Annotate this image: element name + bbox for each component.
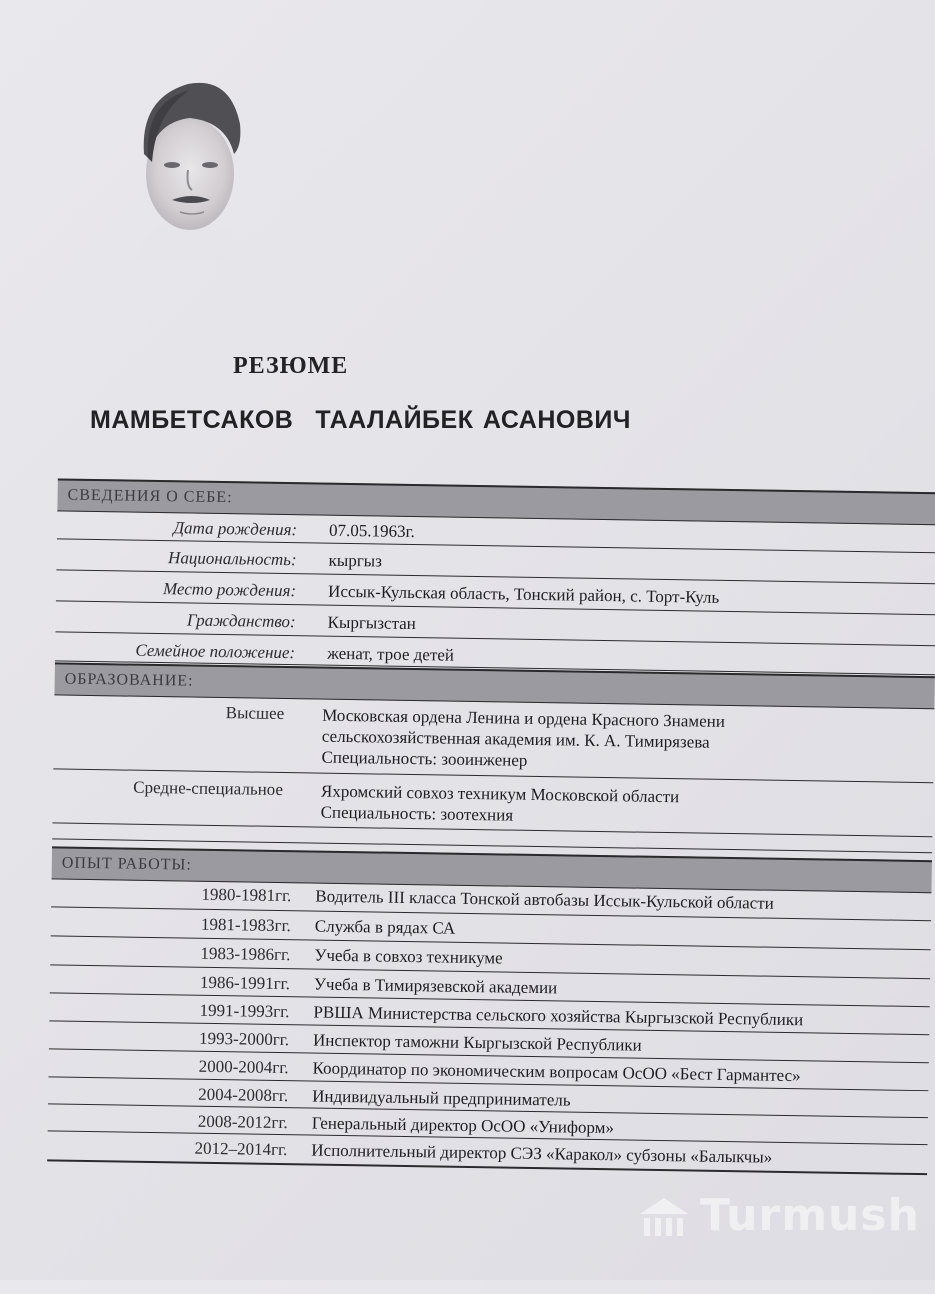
experience-period: 2000-2004гг. <box>198 1056 289 1078</box>
section-title: ОПЫТ РАБОТЫ: <box>61 854 192 874</box>
experience-period: 2012–2014гг. <box>194 1138 288 1160</box>
field-value: Иссык-Кульская область, Тонский район, с. Торт-Куль <box>327 581 720 607</box>
resume-title: РЕЗЮМЕ <box>233 353 349 379</box>
education-line: Специальность: зоотехния <box>320 802 514 825</box>
turmush-watermark <box>636 1190 920 1241</box>
field-value: кыргыз <box>328 550 383 571</box>
field-label: Дата рождения: <box>173 518 298 540</box>
experience-period: 1981-1983гг. <box>200 914 292 936</box>
experience-position: Учеба в совхоз техникуме <box>314 945 503 968</box>
experience-position: Учеба в Тимирязевской академии <box>313 974 558 998</box>
experience-period: 1993-2000гг. <box>198 1028 290 1050</box>
experience-position: Генеральный директор ОсОО «Униформ» <box>311 1113 615 1138</box>
field-value: 07.05.1963г. <box>328 520 416 542</box>
field-label: Место рождения: <box>162 579 297 601</box>
education-line: Московская ордена Ленина и ордена Красного Знамени <box>322 705 726 731</box>
experience-period: 1991-1993гг. <box>199 1000 290 1022</box>
field-value: Кыргызстан <box>327 612 416 634</box>
education-line: Специальность: зооинженер <box>321 747 528 770</box>
section-title: СВЕДЕНИЯ О СЕБЕ: <box>67 486 233 507</box>
experience-period: 2008-2012гг. <box>197 1111 288 1133</box>
experience-position: Водитель III класса Тонской автобазы Иссык-Кульской области <box>315 886 774 913</box>
given-names: ТААЛАЙБЕК АСАНОВИЧ <box>315 406 631 434</box>
experience-position: Инспектор таможни Кыргызской Республики <box>312 1030 642 1055</box>
education-line: Яхромский совхоз техникум Московской области <box>320 781 680 807</box>
education-level: Средне-специальное <box>133 777 284 800</box>
experience-period: 1986-1991гг. <box>199 972 291 994</box>
education-row <box>53 694 934 783</box>
experience-position: Исполнительный директор СЭЗ «Каракол» субзоны «Балыкчы» <box>311 1140 773 1167</box>
experience-period: 1983-1986гг. <box>200 943 291 965</box>
watermark-text: Turmush <box>700 1190 920 1241</box>
field-value: женат, трое детей <box>327 643 455 665</box>
section-title: ОБРАЗОВАНИЕ: <box>64 670 194 690</box>
education-details <box>320 781 679 829</box>
field-label: Семейное положение: <box>135 640 296 663</box>
field-label: Национальность: <box>167 548 297 570</box>
experience-position: Координатор по экономическим вопросам ОсОО «Бест Гармантес» <box>312 1058 801 1086</box>
turmush-logo-icon <box>636 1194 692 1238</box>
education-level: Высшее <box>225 703 285 724</box>
experience-position: Индивидуальный предприниматель <box>312 1086 571 1110</box>
experience-position: РВША Министерства сельского хозяйства Кыргызской Республики <box>313 1002 804 1030</box>
field-label: Гражданство: <box>186 610 296 632</box>
experience-period: 1980-1981гг. <box>201 884 292 906</box>
experience-position: Служба в рядах СА <box>314 916 456 938</box>
experience-period: 2004-2008гг. <box>198 1084 289 1106</box>
education-details <box>321 705 725 774</box>
surname: МАМБЕТСАКОВ <box>90 406 294 434</box>
education-line: сельскохозяйственная академия им. К. А. Тимирязева <box>321 726 710 752</box>
